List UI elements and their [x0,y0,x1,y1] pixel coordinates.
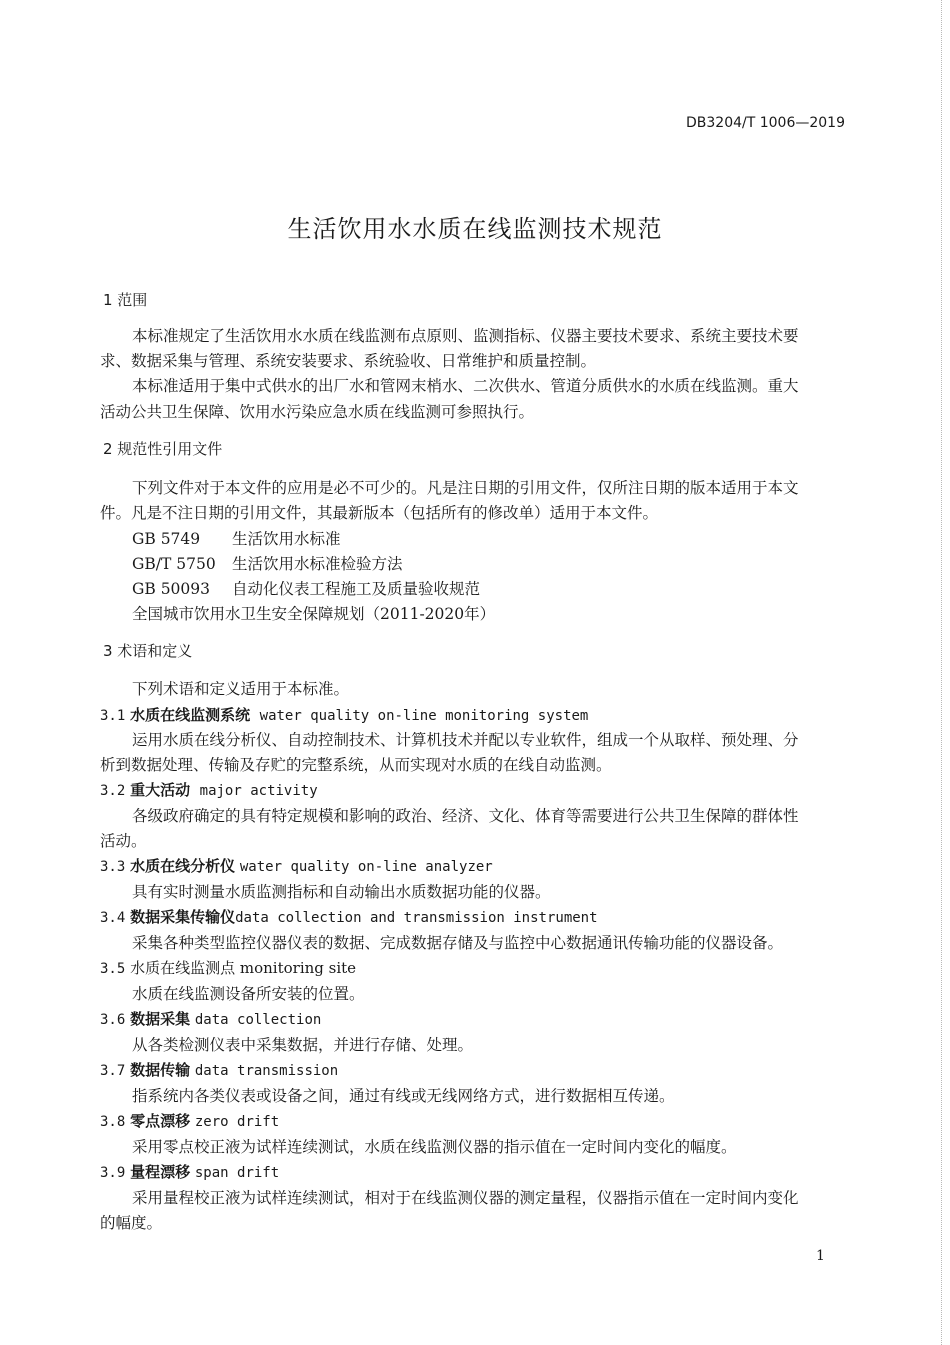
reference-item [132,577,480,599]
term-definition-line1: 采用零点校正液为试样连续测试，水质在线监测仪器的指示值在一定时间内变化的幅度。 [132,1138,737,1156]
term-heading [100,855,493,876]
term-definition-line1: 指系统内各类仪表或设备之间，通过有线或无线网络方式，进行数据相互传递。 [132,1087,675,1105]
section-1-para2-line2: 活动公共卫生保障、饮用水污染应急水质在线监测可参照执行。 [100,403,535,421]
reference-code: GB/T 5750 [132,555,216,573]
term-heading [100,1161,279,1182]
term-number: 3.4 [100,910,126,926]
term-english: data collection and transmission instrument [235,910,598,926]
term-english: water quality on-line monitoring system [259,708,589,724]
section-1-para1-line2: 求、数据采集与管理、系统安装要求、系统验收、日常维护和质量控制。 [100,352,597,370]
term-number: 3.2 [100,783,126,799]
section-2-para-line2: 件。凡是不注日期的引用文件，其最新版本（包括所有的修改单）适用于本文件。 [100,504,659,522]
reference-item [132,552,403,574]
term-heading [100,1059,338,1080]
term-english: zero drift [194,1114,280,1130]
term-definition-line2: 析到数据处理、传输及存贮的完整系统，从而实现对水质的在线自动监测。 [100,756,612,774]
term-heading [100,779,318,800]
term-definition-line1: 各级政府确定的具有特定规模和影响的政治、经济、文化、体育等需要进行公共卫生保障的群体性 [132,807,799,825]
page-number: 1 [816,1248,825,1264]
term-english: major activity [199,783,318,799]
term-number: 3.6 [100,1012,126,1028]
term-chinese: 水质在线监测点 [130,959,236,977]
reference-item [132,527,341,549]
reference-code: GB 5749 [132,530,201,548]
term-english: water quality on-line analyzer [239,859,493,875]
term-chinese: 量程漂移 [130,1163,191,1181]
reference-code: GB 50093 [132,580,211,598]
term-definition-line1: 运用水质在线分析仪、自动控制技术、计算机技术并配以专业软件，组成一个从取样、预处理、分 [132,731,799,749]
term-chinese: 数据传输 [130,1061,191,1079]
scan-edge [941,0,944,1345]
term-number: 3.7 [100,1063,126,1079]
term-chinese: 水质在线监测系统 [130,706,251,724]
section-2-heading: 2 规范性引用文件 [103,440,223,458]
term-chinese: 重大活动 [130,781,191,799]
term-heading [100,1110,279,1131]
term-chinese: 数据采集 [130,1010,191,1028]
term-chinese: 零点漂移 [130,1112,191,1130]
term-chinese: 水质在线分析仪 [130,857,236,875]
section-3-heading: 3 术语和定义 [103,642,193,660]
term-number: 3.5 [100,961,126,977]
term-heading [100,906,598,927]
term-number: 3.1 [100,708,126,724]
term-heading [100,704,588,725]
term-number: 3.3 [100,859,126,875]
reference-title: 自动化仪表工程施工及质量验收规范 [232,580,481,598]
term-heading [100,1008,321,1029]
section-2-para-line1: 下列文件对于本文件的应用是必不可少的。凡是注日期的引用文件，仅所注日期的版本适用于本文 [132,479,799,497]
reference-title: 生活饮用水标准 [232,530,341,548]
term-definition-line2: 的幅度。 [100,1214,163,1232]
term-definition-line1: 水质在线监测设备所安装的位置。 [132,985,365,1003]
section-3-intro: 下列术语和定义适用于本标准。 [132,680,350,698]
term-number: 3.9 [100,1165,126,1181]
term-heading [100,957,356,978]
term-english: data transmission [194,1063,339,1079]
term-definition-line1: 采集各种类型监控仪器仪表的数据、完成数据存储及与监控中心数据通讯传输功能的仪器设备。 [132,934,784,952]
term-number: 3.8 [100,1114,126,1130]
reference-title: 生活饮用水标准检验方法 [232,555,403,573]
section-1-para1-line1: 本标准规定了生活饮用水水质在线监测布点原则、监测指标、仪器主要技术要求、系统主要技术要 [132,327,799,345]
term-english: monitoring site [239,959,357,977]
document-number: DB3204/T 1006—2019 [686,115,845,131]
term-definition-line2: 活动。 [100,832,147,850]
term-definition-line1: 采用量程校正液为试样连续测试，相对于在线监测仪器的测定量程，仪器指示值在一定时间内变化 [132,1189,799,1207]
section-1-para2-line1: 本标准适用于集中式供水的出厂水和管网末梢水、二次供水、管道分质供水的水质在线监测。重大 [132,377,799,395]
term-english: span drift [194,1165,280,1181]
term-chinese: 数据采集传输仪 [130,908,236,926]
term-english: data collection [194,1012,322,1028]
section-1-heading: 1 范围 [103,291,148,309]
page-title: 生活饮用水水质在线监测技术规范 [287,215,663,243]
term-definition-line1: 具有实时测量水质监测指标和自动输出水质数据功能的仪器。 [132,883,551,901]
reference-item-plan: 全国城市饮用水卫生安全保障规划（2011-2020年） [132,605,496,623]
term-definition-line1: 从各类检测仪表中采集数据，并进行存储、处理。 [132,1036,474,1054]
